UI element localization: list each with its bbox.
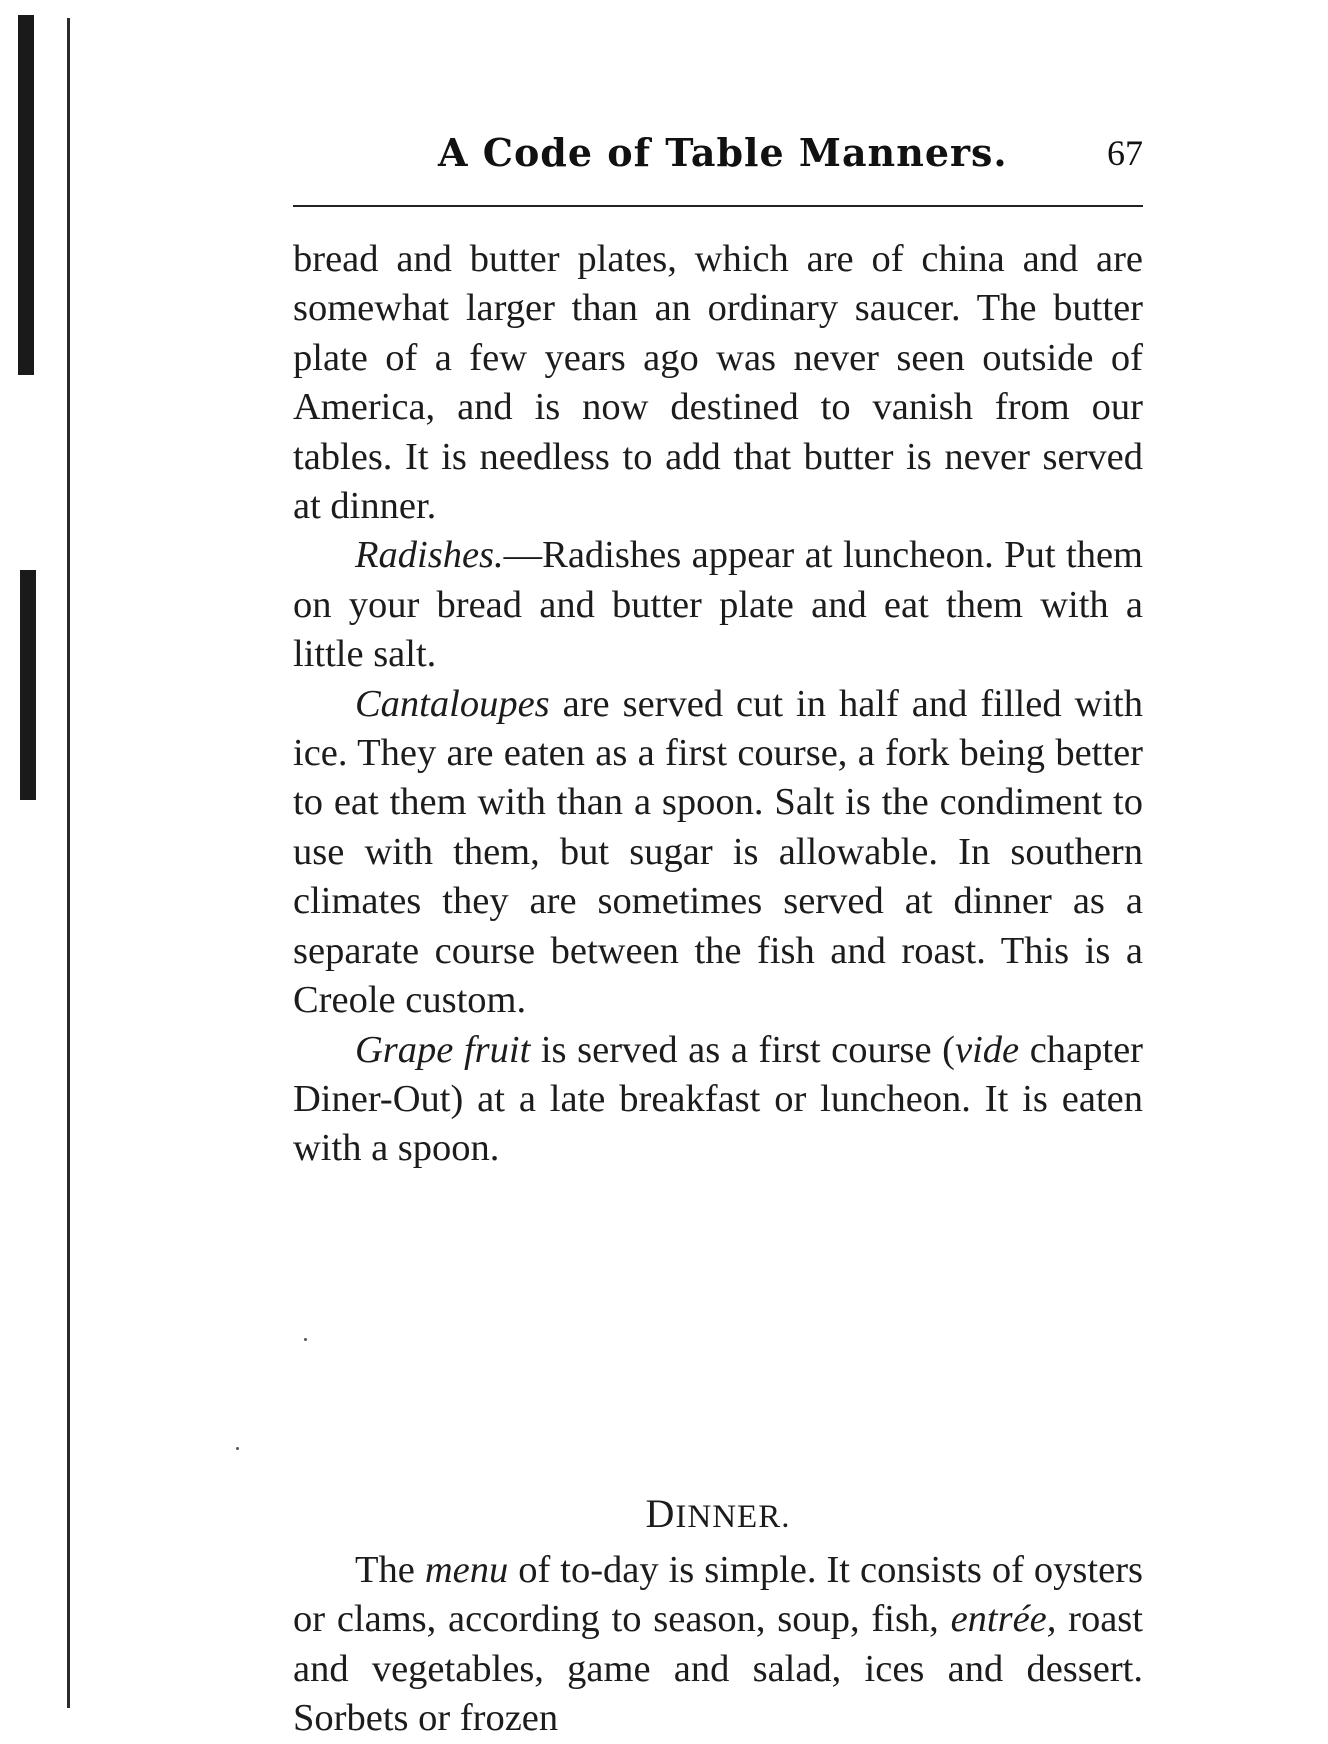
scan-edge-mark-top — [18, 15, 34, 375]
running-head — [293, 130, 1143, 194]
paragraph-bread-butter: bread and butter plates, which are of china and are somewhat larger than an ordinary saucer. The butter plate of a few years ago was never seen outside of America, and is now destined to vanish from our tables. It is needless to add that butter is never served at dinner. — [293, 238, 1143, 528]
term-entree: entrée, — [950, 1598, 1057, 1641]
term-radishes: Radishes. — [355, 534, 504, 577]
book-page — [293, 130, 1143, 1740]
dinner-body-text — [293, 1546, 1143, 1744]
term-menu: menu — [424, 1549, 509, 1591]
term-vide: vide — [955, 1028, 1020, 1071]
scan-edge-mark-bottom — [20, 570, 36, 800]
running-title: A Code of Table Manners. — [438, 130, 1008, 175]
term-cantaloupes: Cantaloupes — [355, 682, 550, 725]
paragraph-menu: The menu of to-day is simple. It consists of oysters or clams, according to season, soup, fish, entrée, roast and vegetables, game and salad, ices and dessert. Sorbets or frozen — [293, 1549, 1143, 1740]
paragraph-radishes: Radishes.—Radishes appear at luncheon. Put them on your bread and butter plate and eat them with a little salt. — [293, 534, 1143, 676]
section-heading-dinner: DINNER. — [645, 1491, 791, 1536]
body-text — [293, 235, 1143, 1174]
paragraph-grape-fruit: Grape fruit is served as a first course (vide chapter Diner-Out) at a late breakfast or luncheon. It is eaten with a spoon. — [293, 1028, 1143, 1170]
paragraph-cantaloupes: Cantaloupes are served cut in half and filled with ice. They are eaten as a first course, a fork being better to eat them with than a spoon. Salt is the condiment to use with them, but sugar is allowable. In southern climates they are sometimes served at dinner as a separate course between the fish and roast. This is a Creole custom. — [293, 682, 1143, 1022]
scan-speck — [304, 1338, 307, 1341]
page-number: 67 — [1107, 133, 1143, 173]
scan-speck — [236, 1447, 239, 1450]
header-rule — [293, 205, 1143, 207]
scan-edge-line — [67, 18, 70, 1708]
term-grape-fruit: Grape fruit — [355, 1028, 531, 1071]
